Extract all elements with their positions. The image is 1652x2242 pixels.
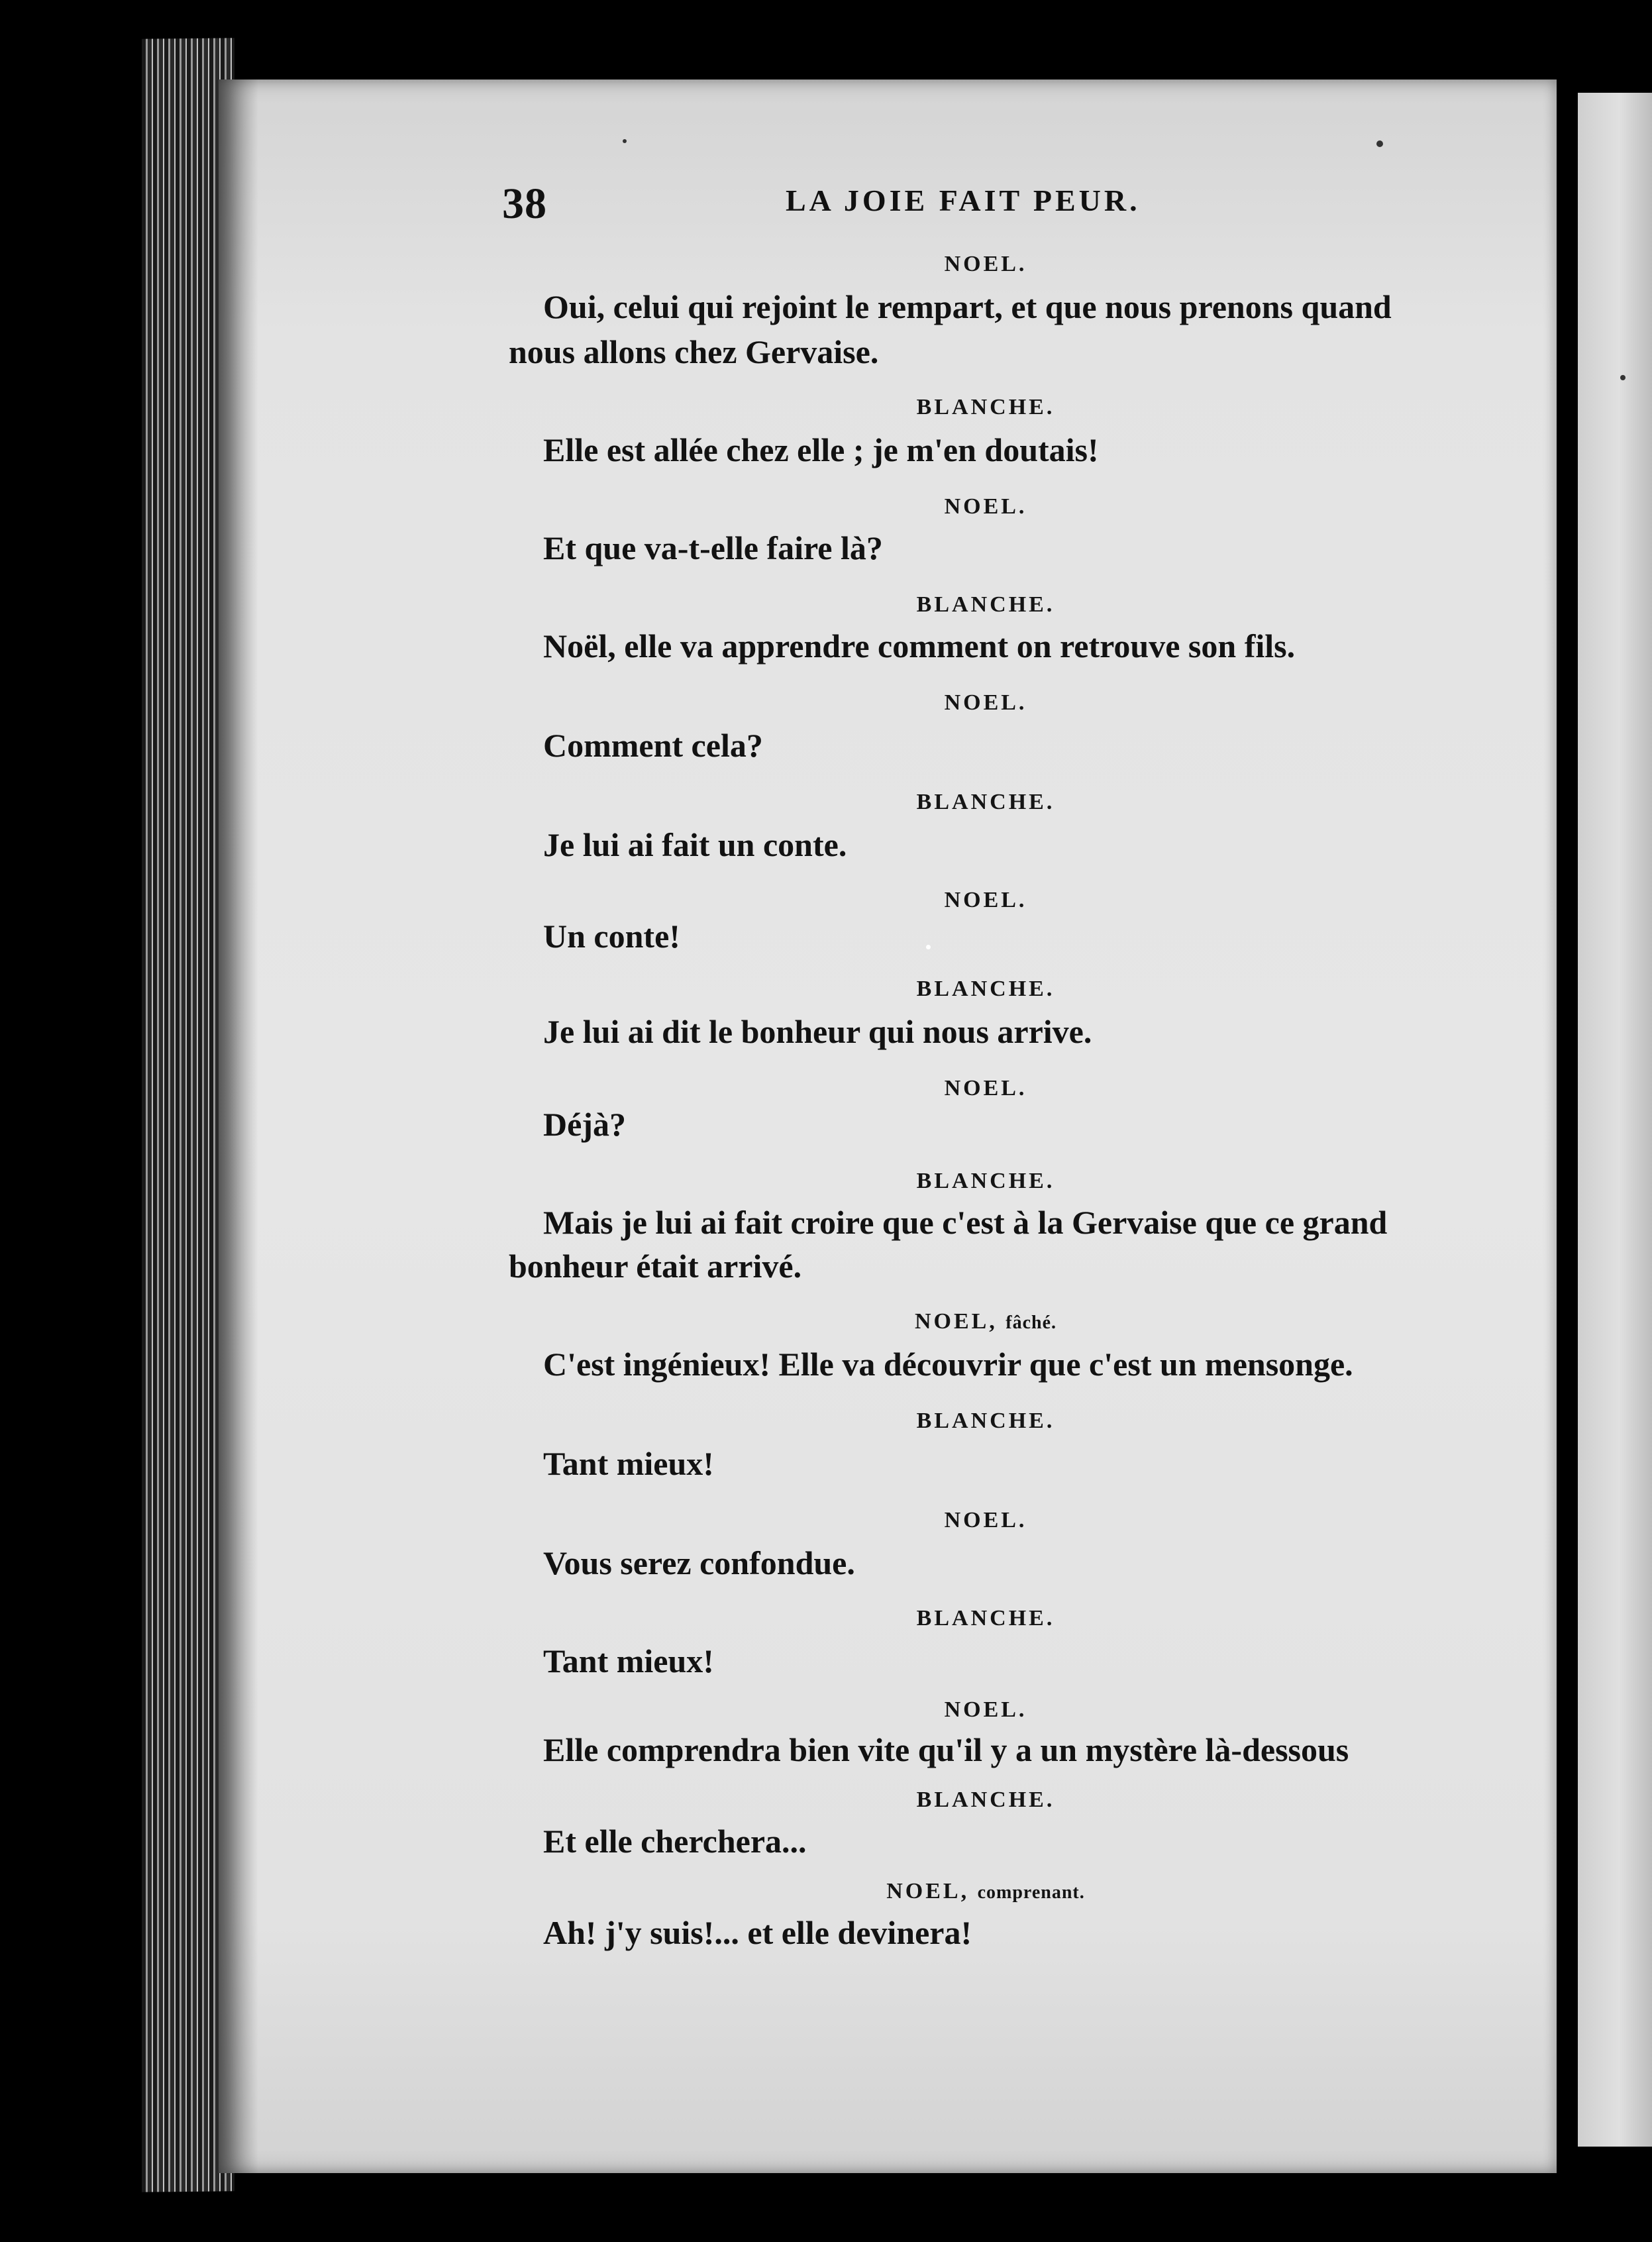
speaker-name: NOEL,	[886, 1879, 970, 1903]
speaker-name: NOEL.	[944, 252, 1027, 276]
speaker-heading	[509, 790, 1463, 815]
dialogue-line: Elle est allée chez elle ; je m'en doutais!	[543, 431, 1099, 468]
speaker-name: BLANCHE.	[916, 977, 1055, 1001]
speaker-heading	[509, 252, 1463, 277]
speaker-heading	[509, 1697, 1463, 1723]
speaker-heading	[509, 977, 1463, 1002]
speaker-name: NOEL.	[944, 494, 1027, 519]
speaker-heading	[509, 1606, 1463, 1631]
dialogue-line: Déjà?	[543, 1106, 626, 1143]
stage-direction: fâché.	[1006, 1312, 1057, 1333]
speaker-heading	[509, 690, 1463, 716]
speaker-name: NOEL.	[944, 1508, 1027, 1532]
speaker-name: NOEL.	[944, 888, 1027, 912]
speaker-name: BLANCHE.	[916, 1788, 1055, 1812]
speaker-name: BLANCHE.	[916, 1409, 1055, 1433]
dialogue-line: Je lui ai dit le bonheur qui nous arrive.	[543, 1013, 1092, 1050]
speaker-name: NOEL.	[944, 690, 1027, 715]
dialogue-line: Elle comprendra bien vite qu'il y a un mystère là-dessous	[543, 1731, 1349, 1768]
running-title: LA JOIE FAIT PEUR.	[786, 184, 1141, 217]
speaker-name: NOEL.	[944, 1697, 1027, 1722]
dialogue-line: Et que va-t-elle faire là?	[543, 529, 883, 566]
stage-direction: comprenant.	[977, 1882, 1085, 1903]
dialogue-line: Un conte!	[543, 918, 680, 955]
speaker-name: BLANCHE.	[916, 1606, 1055, 1630]
speaker-heading	[509, 888, 1463, 913]
speaker-heading	[509, 1879, 1463, 1904]
speaker-name: BLANCHE.	[916, 1169, 1055, 1193]
dialogue-line: bonheur était arrivé.	[509, 1248, 802, 1285]
speaker-heading	[509, 494, 1463, 519]
dialogue-line: Tant mieux!	[543, 1445, 714, 1482]
gutter-shadow	[219, 80, 258, 2173]
scan-speck	[1620, 375, 1626, 380]
dialogue-line: Comment cela?	[543, 727, 763, 764]
speaker-name: NOEL,	[914, 1309, 998, 1334]
speaker-name: BLANCHE.	[916, 592, 1055, 617]
dialogue-line: Vous serez confondue.	[543, 1544, 855, 1581]
dialogue-line: Et elle cherchera...	[543, 1823, 807, 1860]
speaker-heading	[509, 1076, 1463, 1101]
speaker-heading	[509, 395, 1463, 420]
dialogue-line: Je lui ai fait un conte.	[543, 826, 847, 863]
speaker-name: BLANCHE.	[916, 395, 1055, 419]
scan-speck	[623, 139, 627, 143]
dialogue-line: C'est ingénieux! Elle va découvrir que c'est un mensonge.	[543, 1346, 1353, 1383]
dialogue-line: Tant mieux!	[543, 1642, 714, 1680]
speaker-heading	[509, 1169, 1463, 1194]
page-number: 38	[502, 180, 547, 228]
scan-speck	[1376, 140, 1383, 147]
dialogue-line: Mais je lui ai fait croire que c'est à la Gervaise que ce grand	[543, 1204, 1388, 1241]
speaker-name: NOEL.	[944, 1076, 1027, 1100]
speaker-heading	[509, 1309, 1463, 1334]
dialogue-line: Noël, elle va apprendre comment on retrouve son fils.	[543, 627, 1296, 665]
dialogue-line: Ah! j'y suis!... et elle devinera!	[543, 1914, 972, 1951]
speaker-name: BLANCHE.	[916, 790, 1055, 814]
facing-page-edge	[1570, 93, 1652, 2147]
speaker-heading	[509, 1409, 1463, 1434]
speaker-heading	[509, 1508, 1463, 1533]
speaker-heading	[509, 592, 1463, 617]
book-page	[219, 80, 1557, 2173]
speaker-heading	[509, 1788, 1463, 1813]
scan-speck	[926, 945, 931, 949]
dialogue-line: Oui, celui qui rejoint le rempart, et que nous prenons quand	[543, 288, 1392, 325]
dialogue-line: nous allons chez Gervaise.	[509, 333, 879, 370]
